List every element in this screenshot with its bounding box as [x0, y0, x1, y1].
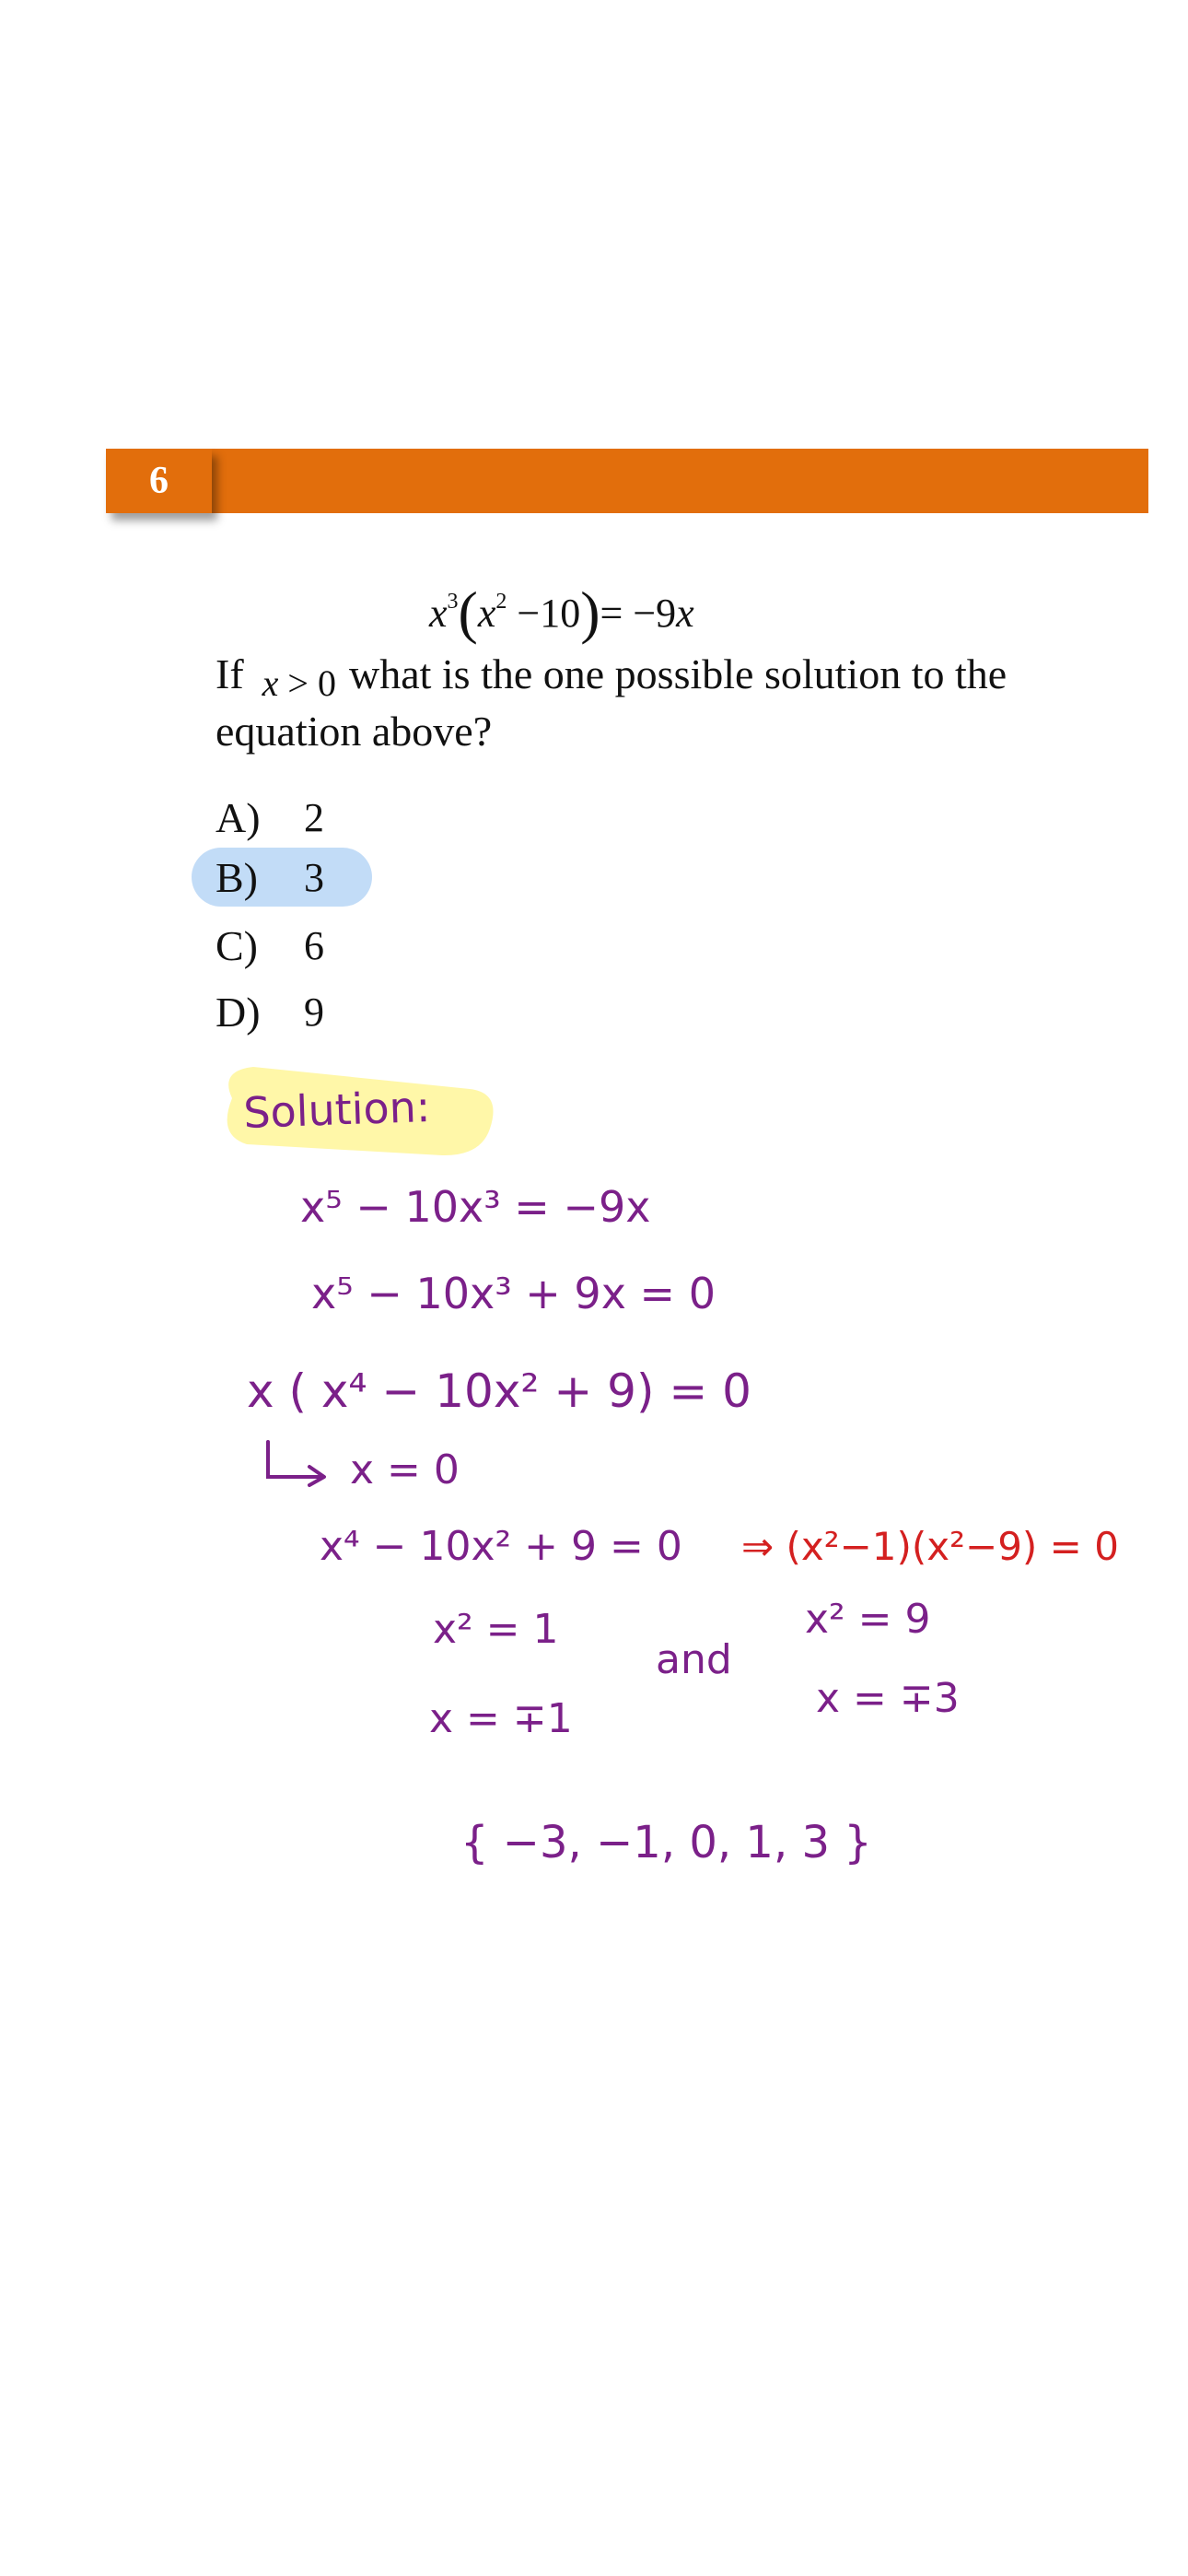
solution-line-9: x² = 9	[805, 1596, 931, 1643]
choice-letter: C)	[215, 921, 258, 969]
question-prefix: If	[215, 650, 244, 697]
solution-line-and: and	[656, 1636, 732, 1683]
eq-exp3: 3	[447, 590, 459, 615]
solution-line-3: x ( x⁴ − 10x² + 9) = 0	[247, 1364, 751, 1418]
solution-line-2: x⁵ − 10x³ + 9x = 0	[311, 1269, 716, 1318]
solution-set: { −3, −1, 0, 1, 3 }	[460, 1817, 872, 1868]
eq-rhs: = −9	[600, 591, 677, 636]
question-body: what is the one possible solution to the equation above?	[215, 650, 1007, 755]
eq-paren-close: )	[580, 580, 600, 645]
choice-value: 2	[304, 794, 324, 840]
solution-line-5: x⁴ − 10x² + 9 = 0	[320, 1523, 682, 1570]
solution-label: Solution:	[242, 1081, 432, 1138]
choice-letter: A)	[215, 793, 261, 841]
eq-exp2: 2	[495, 590, 507, 615]
eq-minus-ten: −10	[517, 591, 581, 636]
cond-var: x	[262, 662, 279, 704]
solution-line-10: x = ∓3	[816, 1675, 960, 1722]
solution-line-7: x² = 1	[433, 1606, 559, 1653]
choice-value: 3	[304, 854, 324, 900]
choice-value: 6	[304, 922, 324, 968]
solution-line-4: x = 0	[350, 1446, 460, 1493]
solution-line-6-factored: ⇒ (x²−1)(x²−9) = 0	[741, 1524, 1119, 1569]
solution-line-1: x⁵ − 10x³ = −9x	[300, 1182, 651, 1232]
eq-rhs-var: x	[676, 591, 694, 636]
choice-letter: D)	[215, 988, 261, 1036]
choice-value: 9	[304, 989, 324, 1035]
solution-line-8: x = ∓1	[429, 1695, 573, 1742]
question-number-badge: 6	[106, 449, 212, 513]
choice-letter: B)	[215, 853, 258, 901]
cond-rest: > 0	[287, 662, 336, 704]
eq-x2: x	[477, 591, 496, 636]
eq-paren-open: (	[458, 580, 478, 645]
eq-x: x	[429, 591, 448, 636]
